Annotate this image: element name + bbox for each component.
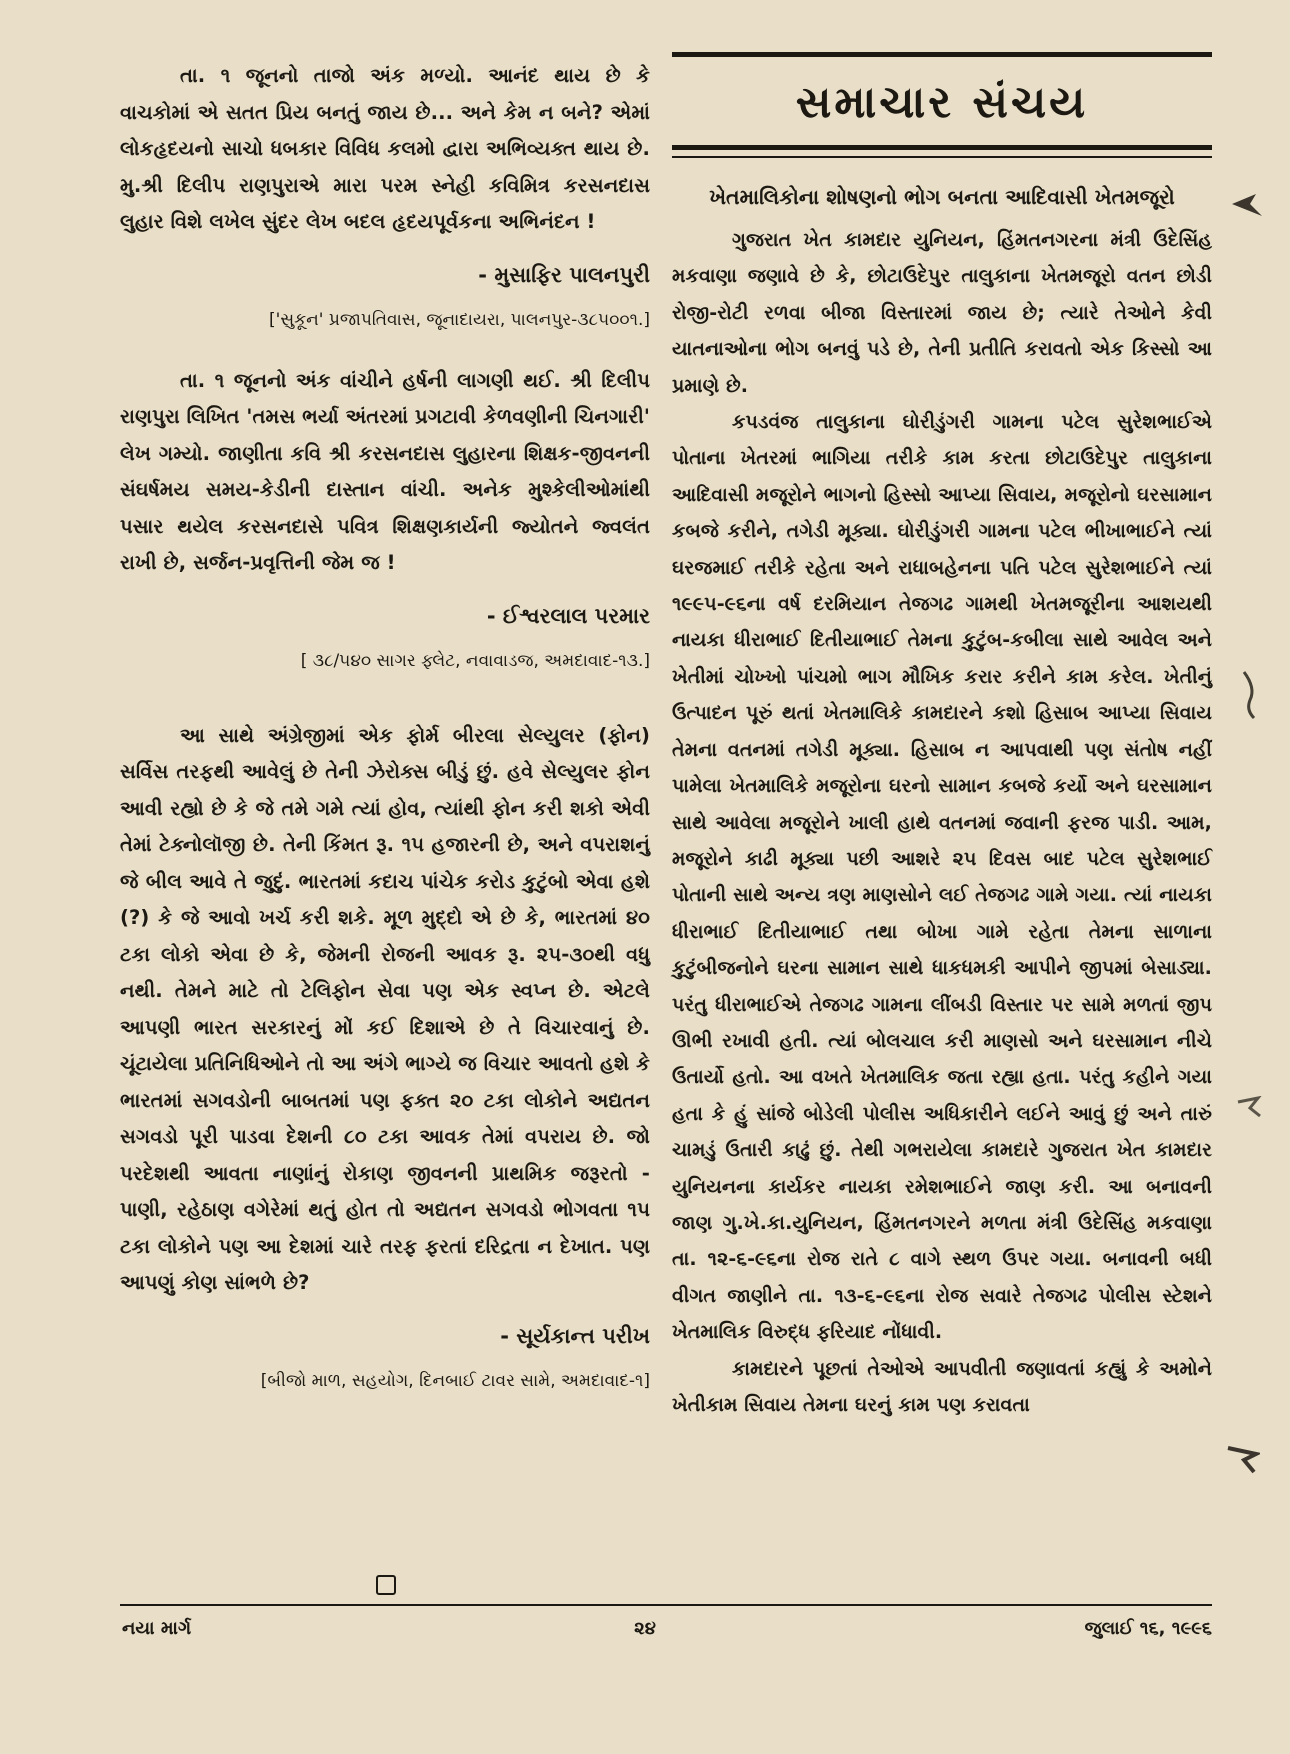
masthead-rule-top <box>672 52 1212 57</box>
footer-page-number: ૨૪ <box>634 1618 656 1639</box>
letter-signature: - ઈશ્વરલાલ પરમાર <box>486 603 650 628</box>
letter-body: તા. ૧ જૂનનો તાજો અંક મળ્યો. આનંદ થાય છે કે વાચકોમાં એ સતત પ્રિય બનતું જાય છે... અને કેમ ન બને? એમાં લોકહૃદયનો સાચો ધબકાર વિવિધ કલમો દ્વારા અભિવ્યક્ત થાય છે. મુ.શ્રી દિલીપ રાણપુરાએ મારા પરમ સ્નેહી કવિમિત્ર કરસનદાસ લુહાર વિશે લખેલ સુંદર લેખ બદલ હૃદયપૂર્વકના અભિનંદન ! <box>120 64 650 233</box>
article-paragraph: ગુજરાત ખેત કામદાર યુનિયન, હિંમતનગરના મંત્રી ઉદેસિંહ મકવાણા જણાવે છે કે, છોટાઉદેપુર તાલુકાના ખેતમજૂરો વતન છોડી રોજી-રોટી રળવા બીજા વિસ્તારમાં જાય છે; ત્યારે તેઓને કેવી યાતનાઓના ભોગ બનવું પડે છે, તેની પ્રતીતિ કરાવતો એક કિસ્સો આ પ્રમાણે છે. <box>672 229 1212 397</box>
letter-2 <box>120 363 650 674</box>
end-of-letters-square-icon <box>376 1575 396 1595</box>
news-column <box>672 52 1212 1423</box>
letter-signature: - સૂર્યકાન્ત પરીખ <box>500 1323 650 1348</box>
letter-signature: - મુસાફિર પાલનપુરી <box>478 262 650 287</box>
letter-address: [ ૩૮/૫૪૦ સાગર ફ્લેટ, નવાવાડજ, અમદાવાદ-૧૩.] <box>300 650 650 671</box>
scan-blemish-icon <box>1240 670 1264 720</box>
letter-body: તા. ૧ જૂનનો અંક વાંચીને હર્ષની લાગણી થઈ. શ્રી દિલીપ રાણપુરા લિખિત 'તમસ ભર્યા અંતરમાં પ્રગટાવી કેળવણીની ચિનગારી' લેખ ગમ્યો. જાણીતા કવિ શ્રી કરસનદાસ લુહારના શિક્ષક-જીવનની સંઘર્ષમય સમય-કેડીની દાસ્તાન વાંચી. અનેક મુશ્કેલીઓમાંથી પસાર થયેલ કરસનદાસે પવિત્ર શિક્ષણકાર્યની જ્યોતને જ્વલંત રાખી છે, સર્જન-પ્રવૃત્તિની જેમ જ ! <box>120 368 650 574</box>
letter-address: [બીજો માળ, સહયોગ, દિનબાઈ ટાવર સામે, અમદાવાદ-૧] <box>260 1370 650 1391</box>
letters-column <box>120 58 650 1394</box>
scan-blemish-icon <box>1230 190 1264 220</box>
article-headline: ખેતમાલિકોના શોષણનો ભોગ બનતા આદિવાસી ખેતમજૂરો <box>709 185 1175 209</box>
footer-publication: નયા માર્ગ <box>122 1618 192 1639</box>
article-paragraph: કપડવંજ તાલુકાના ઘોરીડુંગરી ગામના પટેલ સુરેશભાઈએ પોતાના ખેતરમાં ભાગિયા તરીકે કામ કરતા છોટાઉદેપુર તાલુકાના આદિવાસી મજૂરોને ભાગનો હિસ્સો આપ્યા સિવાય, મજૂરોનો ઘરસામાન કબજે કરીને, તગેડી મૂક્યા. ઘોરીડુંગરી ગામના પટેલ ભીખાભાઈને ત્યાં ઘરજમાઈ તરીકે રહેતા અને રાધાબહેનના પતિ પટેલ સુરેશભાઈને ત્યાં ૧૯૯૫-૯૬ના વર્ષ દરમિયાન તેજગઢ ગામથી ખેતમજૂરીના આશયથી નાયકા ધીરાભાઈ દિતીયાભાઈ તેમના કુટુંબ-કબીલા સાથે આવેલ અને ખેતીમાં ચોખ્ખો પાંચમો ભાગ મૌખિક કરાર કરીને કામ કરેલ. ખેતીનું ઉત્પાદન પૂરું થતાં ખેતમાલિકે કામદારને કશો હિસાબ આપ્યા સિવાય તેમના વતનમાં તગેડી મૂક્યા. હિસાબ ન આપવાથી પણ સંતોષ નહીં પામેલા ખેતમાલિકે મજૂરોના ઘરનો સામાન કબજે કર્યો અને ઘરસામાન સાથે આવેલા મજૂરોને ખાલી હાથે વતનમાં જવાની ફરજ પાડી. આમ, મજૂરોને કાઢી મૂક્યા પછી આશરે ૨૫ દિવસ બાદ પટેલ સુરેશભાઈ પોતાની સાથે અન્ય ત્રણ માણસોને લઈ તેજગઢ ગામે ગયા. ત્યાં નાયકા ધીરાભાઈ દિતીયાભાઈ તથા બોખા ગામે રહેતા તેમના સાળાના કુટુંબીજનોને ઘરના સામાન સાથે ધાકધમકી આપીને જીપમાં બેસાડ્યા. પરંતુ ધીરાભાઈએ તેજગઢ ગામના લીંબડી વિસ્તાર પર સામે મળતાં જીપ ઊભી રખાવી હતી. ત્યાં બોલચાલ કરી માણસો અને ઘરસામાન નીચે ઉતાર્યો હતો. આ વખતે ખેતમાલિક જતા રહ્યા હતા. પરંતુ કહીને ગયા હતા કે હું સાંજે બોડેલી પોલીસ અધિકારીને લઈને આવું છું અને તારું ચામડું ઉતારી કાઢું છું. તેથી ગભરાયેલા કામદારે ગુજરાત ખેત કામદાર યુનિયનના કાર્યકર નાયકા રમેશભાઈને જાણ કરી. આ બનાવની જાણ ગુ.ખે.કા.યુનિયન, હિંમતનગરને મળતા મંત્રી ઉદેસિંહ મકવાણા તા. ૧૨-૬-૯૬ના રોજ રાતે ૮ વાગે સ્થળ ઉપર ગયા. બનાવની બધી વીગત જાણીને તા. ૧૩-૬-૯૬ના રોજ સવારે તેજગઢ પોલીસ સ્ટેશને ખેતમાલિક વિરુદ્ધ ફરિયાદ નોંધાવી. <box>672 411 1212 1344</box>
letter-3 <box>120 718 650 1394</box>
footer-rule <box>120 1604 1212 1606</box>
scan-blemish-icon <box>1226 1440 1260 1474</box>
scan-blemish-icon <box>1236 1096 1262 1118</box>
spacer <box>120 333 650 363</box>
section-title: સમાચાર સંચય <box>795 77 1089 128</box>
article-paragraph: કામદારને પૂછતાં તેઓએ આપવીતી જણાવતાં કહ્યું કે અમોને ખેતીકામ સિવાય તેમના ઘરનું કામ પણ કરાવતા <box>672 1357 1212 1416</box>
letter-address: ['સુકૂન' પ્રજાપતિવાસ, જૂનાદાયરા, પાલનપુર-૩૮૫૦૦૧.] <box>269 309 650 330</box>
letter-body: આ સાથે અંગ્રેજીમાં એક ફોર્મ બીરલા સેલ્યુલર (ફોન) સર્વિસ તરફથી આવેલું છે તેની ઝેરોક્સ બીડું છું. હવે સેલ્યુલર ફોન આવી રહ્યો છે કે જે તમે ગમે ત્યાં હોવ, ત્યાંથી ફોન કરી શકો એવી તેમાં ટેક્નોલૉજી છે. તેની કિંમત રૂ. ૧૫ હજારની છે, અને વપરાશનું જે બીલ આવે તે જુદું. ભારતમાં કદાચ પાંચેક કરોડ કુટુંબો એવા હશે (?) કે જે આવો ખર્ચ કરી શકે. મૂળ મુદ્દો એ છે કે, ભારતમાં ૪૦ ટકા લોકો એવા છે કે, જેમની રોજની આવક રૂ. ૨૫-૩૦થી વધુ નથી. તેમને માટે તો ટેલિફોન સેવા પણ એક સ્વપ્ન છે. એટલે આપણી ભારત સરકારનું મોં કઈ દિશાએ છે તે વિચારવાનું છે. ચૂંટાયેલા પ્રતિનિધિઓને તો આ અંગે ભાગ્યે જ વિચાર આવતો હશે કે ભારતમાં સગવડોની બાબતમાં પણ ફક્ત ૨૦ ટકા લોકોને અદ્યતન સગવડો પૂરી પાડવા દેશની ૮૦ ટકા આવક તેમાં વપરાય છે. જો પરદેશથી આવતા નાણાંનું રોકાણ જીવનની પ્રાથમિક જરૂરતો - પાણી, રહેઠાણ વગેરેમાં થતું હોત તો અદ્યતન સગવડો ભોગવતા ૧૫ ટકા લોકોને પણ આ દેશમાં ચારે તરફ ફરતાં દરિદ્રતા ન દેખાત. પણ આપણું કોણ સાંભળે છે? <box>120 723 650 1294</box>
spacer <box>120 674 650 718</box>
masthead-rule-thin <box>672 156 1212 158</box>
footer-issue-date: જુલાઈ ૧૬, ૧૯૯૬ <box>1084 1618 1212 1639</box>
letter-1 <box>120 58 650 333</box>
article-body <box>672 222 1212 1423</box>
